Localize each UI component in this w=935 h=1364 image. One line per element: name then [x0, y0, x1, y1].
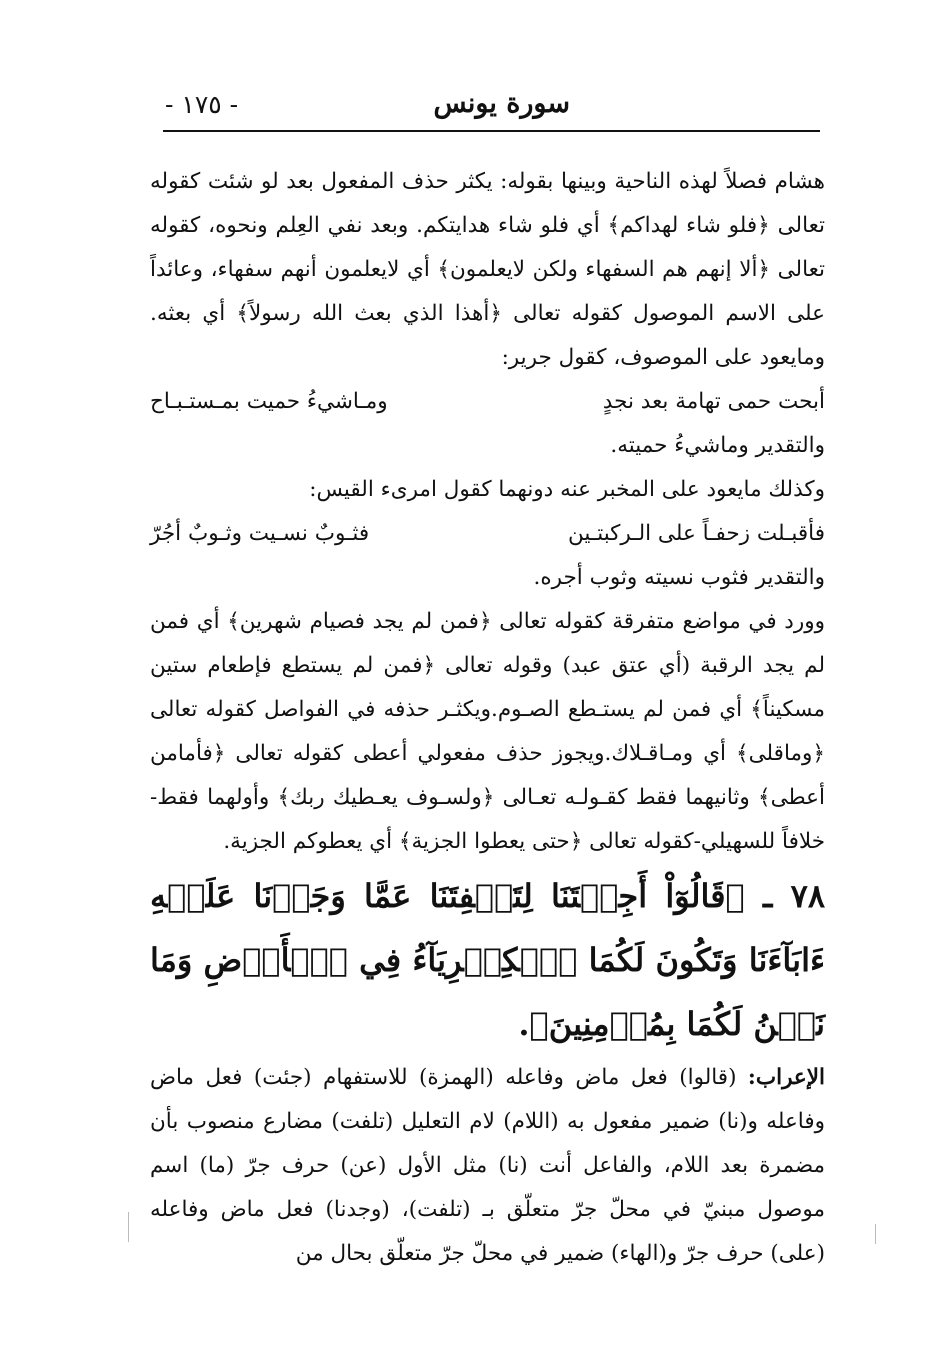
verse-hemistich-second: فثـوبٌ نسـيت وثـوبٌ أجُرّ	[150, 521, 370, 546]
paragraph-imru-alqais: وكذلك مايعود على المخبر عنه دونهما كقول امرىء القيس:	[309, 477, 825, 502]
verse-hemistich-second: ومـاشيءُ حميت بمـستـبـاح	[150, 389, 388, 414]
paragraph-examples: وورد في مواضع متفرقة كقوله تعالى ﴿فمن لم يجد فصيام شهرين﴾ أي فمن لم يجد الرقبة (أي عتق عبد) وقوله تعالى ﴿فمن لم يستطع فإطعام ستين مسكيناً﴾ أي فمن لم يستـطع الصـوم.ويكثـر حذفه في الفواصل كقوله تعالى ﴿وماقلى﴾ أي ومـاقـلاك.ويجوز حذف مفعولي أعطى كقوله تعالى ﴿فأمامن أعطى﴾ وثانيهما فقط كقـولـه تعـالى ﴿ولسـوف يعـطيك ربك﴾ وأولهما فقط-خلافاً للسهيلي-كقوله تعالى ﴿حتى يعطوا الجزية﴾ أي يعطوكم الجزية.	[150, 609, 825, 854]
page-body	[150, 160, 825, 1276]
verse-hemistich-first: أبحت حمى تهامة بعد نجدٍ	[602, 389, 825, 414]
scan-margin-mark	[875, 1224, 876, 1244]
verse-hemistich-first: فأقبـلت زحفـاً على الـركبتـين	[568, 521, 825, 546]
poetry-verse-jarir	[150, 380, 825, 424]
quran-verse-78: ٧٨ ـ ﴿قَالُوٓاْ أَجِئۡتَنَا لِتَلۡفِتَنَا عَمَّا وَجَدۡنَا عَلَيۡهِ ءَابَآءَنَا وَتَكُونَ لَكُمَا ٱلۡكِبۡرِيَآءُ فِي ٱلۡأَرۡضِ وَمَا نَحۡنُ لَكُمَا بِمُؤۡمِنِينَ﴾.	[150, 877, 825, 1043]
irab-section	[150, 1056, 825, 1276]
irab-text: (قالوا) فعل ماض وفاعله (الهمزة) للاستفهام (جئت) فعل ماض وفاعله و(نا) ضمير مفعول به (اللام) لام التعليل (تلفت) مضارع منصوب بأن مضمرة بعد اللام، والفاعل أنت (نا) مثل الأول (عن) حرف جرّ (ما) اسم موصول مبنيّ في محلّ جرّ متعلّق بـ (تلفت)، (وجدنا) فعل ماض وفاعله (على) حرف جرّ و(الهاء) ضمير في محلّ جرّ متعلّق بحال من	[150, 1065, 825, 1266]
poetry-verse-imru-alqais	[150, 512, 825, 556]
surah-title: سورة يونس	[433, 88, 570, 119]
page-number: - ١٧٥ -	[165, 90, 239, 119]
scan-margin-mark	[128, 1212, 129, 1242]
verse-explanation: والتقدير فثوب نسيته وثوب أجره.	[533, 565, 825, 590]
irab-label: الإعراب:	[747, 1065, 825, 1090]
verse-explanation: والتقدير وماشيءُ حميته.	[610, 433, 825, 458]
page-header	[163, 88, 820, 132]
paragraph-intro: هشام فصلاً لهذه الناحية وبينها بقوله: يكثر حذف المفعول بعد لو شئت كقوله تعالى ﴿فلو شاء لهداكم﴾ أي فلو شاء هدايتكم. وبعد نفي العِلم ونحوه، كقوله تعالى ﴿ألا إنهم هم السفهاء ولكن لايعلمون﴾ أي لايعلمون أنهم سفهاء، وعائداً على الاسم الموصول كقوله تعالى ﴿أهذا الذي بعث الله رسولاً﴾ أي بعثه. ومايعود على الموصوف، كقول جرير:	[150, 169, 825, 370]
